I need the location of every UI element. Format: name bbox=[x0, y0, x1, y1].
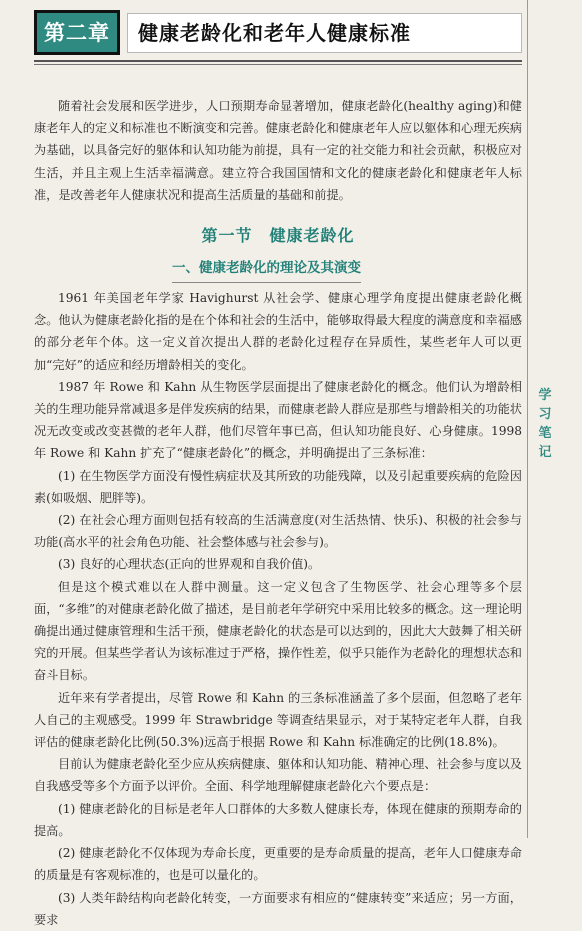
header-rule-bottom bbox=[34, 64, 522, 65]
body-paragraph: 目前认为健康老龄化至少应从疾病健康、躯体和认知功能、精神心理、社会参与度以及自我感受等多个方面予以评价。全面、科学地理解健康老龄化六个要点是： bbox=[34, 757, 522, 794]
intro-paragraph: 随着社会发展和医学进步，人口预期寿命显著增加，健康老龄化(healthy aging)和健康老年人的定义和标准也不断演变和完善。健康老龄化和健康老年人应以躯体和心理无疾病为基础，以具备完好的躯体和认知功能为前提，具有一定的社交能力和社会贡献，积极应对生活，并且主观上生活幸福满意。建立符合我国国情和文化的健康老龄化和健康老年人标准，是改善老年人健康状况和提高生活质量的基础和前提。 bbox=[34, 99, 522, 202]
list-item: (3) 良好的心理状态(正向的世界观和自我价值)。 bbox=[58, 557, 321, 572]
list-item: (1) 在生物医学方面没有慢性病症状及其所致的功能残障，以及引起重要疾病的危险因素(如吸烟、肥胖等)。 bbox=[34, 468, 522, 505]
chapter-label-box: 第二章 bbox=[34, 10, 120, 55]
page-content bbox=[34, 95, 522, 931]
body-paragraph: 1961 年美国老年学家 Havighurst 从社会学、健康心理学角度提出健康老龄化概念。他认为健康老龄化指的是在个体和社会的生活中，能够取得最大程度的满意度和幸福感的部分老年个体。这一定义首次提出人群的老龄化过程存在异质性，某些老年人可以更加“完好”的适应和经历增龄相关的变化。 bbox=[34, 291, 522, 372]
list-item: (2) 在社会心理方面则包括有较高的生活满意度(对生活热情、快乐)、积极的社会参与功能(高水平的社会角色功能、社会整体感与社会参与)。 bbox=[34, 513, 522, 550]
study-notes-label bbox=[535, 386, 555, 462]
side-note-char: 记 bbox=[538, 445, 552, 460]
chapter-title: 健康老龄化和老年人健康标准 bbox=[127, 13, 522, 53]
margin-line bbox=[527, 0, 528, 838]
header-rule-top bbox=[34, 60, 522, 62]
body-paragraph: 但是这个模式难以在人群中测量。这一定义包含了生物医学、社会心理等多个层面，“多维”的对健康老龄化做了描述，是目前老年学研究中采用比较多的概念。这一理论明确提出通过健康管理和生活干预，健康老龄化的状态是可以达到的，因此大大鼓舞了相关研究的开展。但某些学者认为该标准过于严格，操作性差，似乎只能作为老龄化的理想状态和奋斗目标。 bbox=[34, 579, 522, 683]
list-item: (2) 健康老龄化不仅体现为寿命长度，更重要的是寿命质量的提高，老年人口健康寿命的质量是有客观标准的，也是可以量化的。 bbox=[34, 846, 522, 883]
section-title: 第一节 健康老龄化 bbox=[201, 226, 355, 246]
side-note-char: 笔 bbox=[538, 426, 552, 441]
section-subtitle: 一、健康老龄化的理论及其演变 bbox=[172, 256, 361, 283]
body-paragraph: 1987 年 Rowe 和 Kahn 从生物医学层面提出了健康老龄化的概念。他们认为增龄相关的生理功能异常减退多是伴发疾病的结果，而健康老龄人群应是那些与增龄相关的功能状况无改变或改变甚微的老年人群，他们尽管年事已高，但认知功能良好、心身健康。1998 年 Rowe 和 Kahn 扩充了“健康老龄化”的概念，并明确提出了三条标准： bbox=[34, 379, 522, 461]
list-item: (3) 人类年龄结构向老龄化转变，一方面要求有相应的“健康转变”来适应；另一方面，要求 bbox=[34, 890, 522, 927]
body-paragraph: 近年来有学者提出，尽管 Rowe 和 Kahn 的三条标准涵盖了多个层面，但忽略了老年人自己的主观感受。1999 年 Strawbridge 等调查结果显示，对于某特定老年人群，自我评估的健康老龄化比例(50.3%)远高于根据 Rowe 和 Kahn 标准确定的比例(18.8%)。 bbox=[34, 690, 522, 750]
list-item: (1) 健康老龄化的目标是老年人口群体的大多数人健康长寿，体现在健康的预期寿命的提高。 bbox=[34, 801, 522, 838]
side-note-char: 学 bbox=[538, 388, 552, 403]
side-note-char: 习 bbox=[538, 407, 552, 422]
